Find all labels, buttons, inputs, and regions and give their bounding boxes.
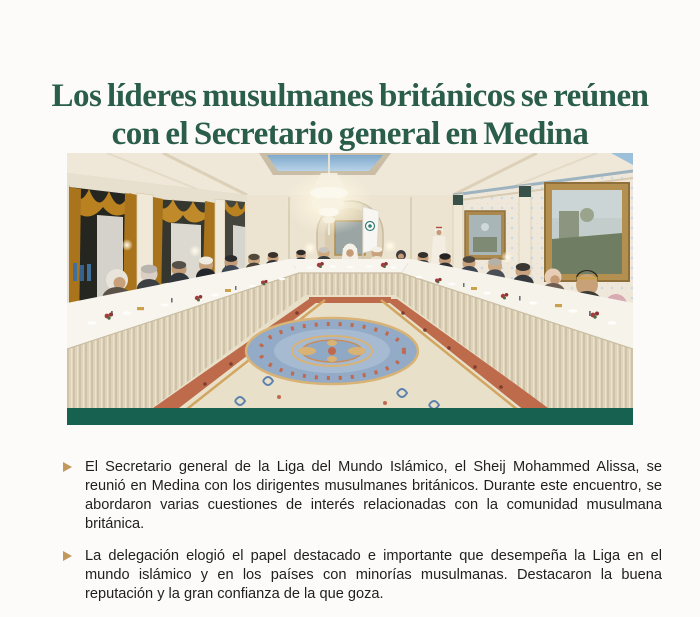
page-title-line2: con el Secretario general en Medina xyxy=(111,116,589,153)
painting-small xyxy=(465,211,505,259)
bullet-triangle-icon xyxy=(63,551,72,561)
bullet-list xyxy=(63,458,662,617)
bottles xyxy=(73,263,77,281)
carpet-medallion xyxy=(246,318,418,384)
bullet-triangle-icon xyxy=(63,462,72,472)
meeting-photo xyxy=(67,153,633,425)
table-skirting xyxy=(299,273,401,295)
page-title xyxy=(40,77,660,153)
bullet-text: La delegación elogió el papel destacado e importante que desempeña la Liga en el mundo islámico y en los países con minorías musulmanas. Destacaron la buena reputación y la gran confianza de la que goza. xyxy=(85,548,662,602)
bullet-text: El Secretario general de la Liga del Mundo Islámico, el Sheij Mohammed Alissa, se reunió en Medina con los dirigentes musulmanes británicos. Durante este encuentro, se abordaron varias cuestiones de interés relacionadas con la comunidad musulmana británica. xyxy=(85,459,662,532)
list-item xyxy=(63,458,662,534)
meeting-photo-illustration xyxy=(67,153,633,425)
wall-sconce xyxy=(383,239,397,253)
painting-large xyxy=(545,183,629,281)
page-title-line1: Los líderes musulmanes británicos se reúnen xyxy=(51,78,649,115)
skylight xyxy=(267,155,383,171)
pilaster xyxy=(453,194,463,280)
list-item xyxy=(63,547,662,604)
photo-footer-bar xyxy=(67,408,633,425)
